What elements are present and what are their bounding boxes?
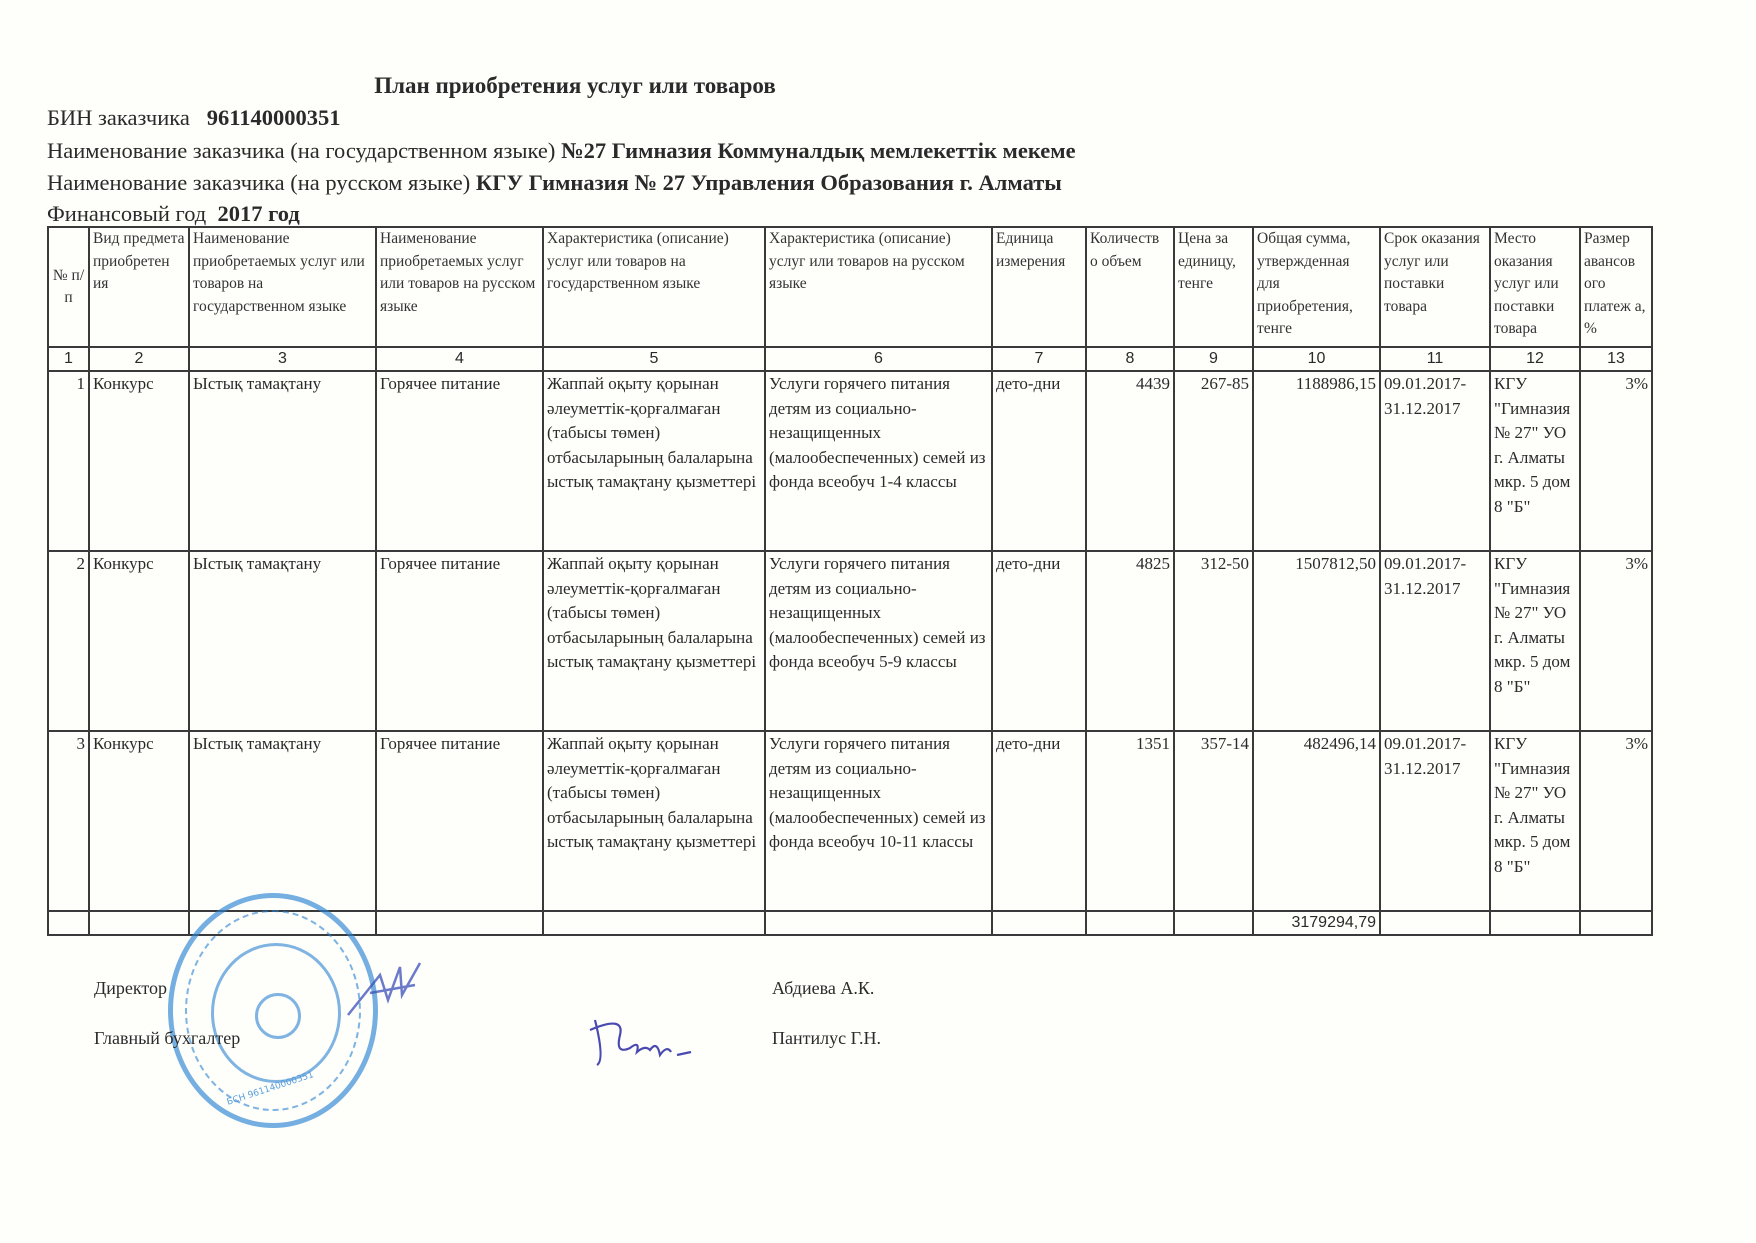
name-ru-label: Наименование заказчика (на русском языке) — [47, 170, 471, 195]
bin-label: БИН заказчика — [47, 105, 190, 130]
col-header: Характеристика (описание) услуг или товаров на русском языке — [765, 227, 992, 347]
cell-unit: дето-дни — [992, 371, 1086, 551]
cell-desc-kz: Жаппай оқыту қорынан әлеуметтік-қорғалмаған (табысы төмен) отбасыларының балаларына ыстық тамақтану қызметтері — [543, 371, 765, 551]
empty-cell — [1380, 911, 1490, 935]
col-header: Общая сумма, утвержденная для приобретения, тенге — [1253, 227, 1380, 347]
director-name: Абдиева А.К. — [772, 978, 875, 998]
col-number: 13 — [1580, 347, 1652, 371]
year-value: 2017 год — [217, 201, 300, 226]
cell-price: 312-50 — [1174, 551, 1253, 731]
cell-unit: дето-дни — [992, 551, 1086, 731]
cell-name-kz: Ыстық тамақтану — [189, 731, 376, 911]
bin-value: 961140000351 — [206, 105, 341, 130]
header-row — [48, 227, 1652, 347]
customer-name-kz-line — [47, 138, 1076, 164]
name-ru-value: КГУ Гимназия № 27 Управления Образования г. Алматы — [475, 170, 1062, 195]
col-header: Наименование приобретаемых услуг или товаров на русском языке — [376, 227, 543, 347]
cell-term: 09.01.2017-31.12.2017 — [1380, 551, 1490, 731]
col-header: Срок оказания услуг или поставки товара — [1380, 227, 1490, 347]
table-row — [48, 551, 1652, 731]
col-number: 3 — [189, 347, 376, 371]
col-header: Характеристика (описание) услуг или товаров на государственном языке — [543, 227, 765, 347]
accountant-label: Главный бухгалтер — [94, 1028, 241, 1048]
year-label: Финансовый год — [47, 201, 207, 226]
col-number: 9 — [1174, 347, 1253, 371]
cell-place: КГУ "Гимназия № 27" УО г. Алматы мкр. 5 дом 8 "Б" — [1490, 551, 1580, 731]
customer-bin-line — [47, 105, 341, 131]
col-number: 2 — [89, 347, 189, 371]
col-header: Наименование приобретаемых услуг или товаров на государственном языке — [189, 227, 376, 347]
cell-type: Конкурс — [89, 371, 189, 551]
col-header: № п/п — [48, 227, 89, 347]
cell-price: 357-14 — [1174, 731, 1253, 911]
cell-name-ru: Горячее питание — [376, 551, 543, 731]
cell-desc-ru: Услуги горячего питания детям из социально-незащищенных (малообеспеченных) семей из фонда всеобуч 10-11 классы — [765, 731, 992, 911]
col-header: Единица измерения — [992, 227, 1086, 347]
col-header: Место оказания услуг или поставки товара — [1490, 227, 1580, 347]
cell-qty: 4825 — [1086, 551, 1174, 731]
cell-term: 09.01.2017-31.12.2017 — [1380, 731, 1490, 911]
cell-name-ru: Горячее питание — [376, 371, 543, 551]
empty-cell — [992, 911, 1086, 935]
state-emblem-icon — [255, 993, 301, 1039]
empty-cell — [543, 911, 765, 935]
seal-bin-text: БСН 961140000351 — [225, 1070, 316, 1108]
cell-desc-ru: Услуги горячего питания детям из социально-незащищенных (малообеспеченных) семей из фонда всеобуч 5-9 классы — [765, 551, 992, 731]
empty-cell — [376, 911, 543, 935]
cell-desc-kz: Жаппай оқыту қорынан әлеуметтік-қорғалмаған (табысы төмен) отбасыларының балаларына ыстық тамақтану қызметтері — [543, 551, 765, 731]
cell-qty: 1351 — [1086, 731, 1174, 911]
cell-sum: 1188986,15 — [1253, 371, 1380, 551]
cell-place: КГУ "Гимназия № 27" УО г. Алматы мкр. 5 дом 8 "Б" — [1490, 371, 1580, 551]
table-row — [48, 371, 1652, 551]
cell-type: Конкурс — [89, 551, 189, 731]
total-sum: 3179294,79 — [1253, 911, 1380, 935]
cell-sum: 482496,14 — [1253, 731, 1380, 911]
col-header: Размер авансов ого платеж а, % — [1580, 227, 1652, 347]
director-signature — [340, 955, 430, 1025]
cell-desc-kz: Жаппай оқыту қорынан әлеуметтік-қорғалмаған (табысы төмен) отбасыларының балаларына ыстық тамақтану қызметтері — [543, 731, 765, 911]
col-number: 10 — [1253, 347, 1380, 371]
col-header: Цена за единицу, тенге — [1174, 227, 1253, 347]
empty-cell — [48, 911, 89, 935]
empty-cell — [89, 911, 189, 935]
empty-cell — [1490, 911, 1580, 935]
fiscal-year-line — [47, 201, 300, 227]
cell-number: 1 — [48, 371, 89, 551]
cell-advance: 3% — [1580, 371, 1652, 551]
cell-unit: дето-дни — [992, 731, 1086, 911]
col-number: 6 — [765, 347, 992, 371]
cell-number: 3 — [48, 731, 89, 911]
empty-cell — [1086, 911, 1174, 935]
col-number: 8 — [1086, 347, 1174, 371]
cell-sum: 1507812,50 — [1253, 551, 1380, 731]
director-label: Директор — [94, 978, 168, 998]
empty-cell — [1580, 911, 1652, 935]
customer-name-ru-line — [47, 170, 1062, 196]
col-number: 11 — [1380, 347, 1490, 371]
cell-place: КГУ "Гимназия № 27" УО г. Алматы мкр. 5 дом 8 "Б" — [1490, 731, 1580, 911]
accountant-signature — [585, 1010, 700, 1070]
cell-name-kz: Ыстық тамақтану — [189, 551, 376, 731]
col-header: Количеств о объем — [1086, 227, 1174, 347]
table-row — [48, 731, 1652, 911]
col-header: Вид предмета приобретен ия — [89, 227, 189, 347]
document-title: План приобретения услуг или товаров — [374, 73, 776, 98]
cell-name-ru: Горячее питание — [376, 731, 543, 911]
cell-name-kz: Ыстық тамақтану — [189, 371, 376, 551]
col-number: 4 — [376, 347, 543, 371]
column-number-row — [48, 347, 1652, 371]
name-kz-label: Наименование заказчика (на государственном языке) — [47, 138, 556, 163]
col-number: 1 — [48, 347, 89, 371]
empty-cell — [1174, 911, 1253, 935]
col-number: 7 — [992, 347, 1086, 371]
cell-type: Конкурс — [89, 731, 189, 911]
cell-desc-ru: Услуги горячего питания детям из социально-незащищенных (малообеспеченных) семей из фонда всеобуч 1-4 классы — [765, 371, 992, 551]
cell-price: 267-85 — [1174, 371, 1253, 551]
name-kz-value: №27 Гимназия Коммуналдық мемлекеттік мекеме — [560, 138, 1076, 163]
col-number: 12 — [1490, 347, 1580, 371]
cell-advance: 3% — [1580, 731, 1652, 911]
cell-advance: 3% — [1580, 551, 1652, 731]
cell-term: 09.01.2017-31.12.2017 — [1380, 371, 1490, 551]
empty-cell — [765, 911, 992, 935]
col-number: 5 — [543, 347, 765, 371]
procurement-plan-table — [47, 226, 1653, 936]
cell-qty: 4439 — [1086, 371, 1174, 551]
accountant-name: Пантилус Г.Н. — [772, 1028, 881, 1048]
cell-number: 2 — [48, 551, 89, 731]
